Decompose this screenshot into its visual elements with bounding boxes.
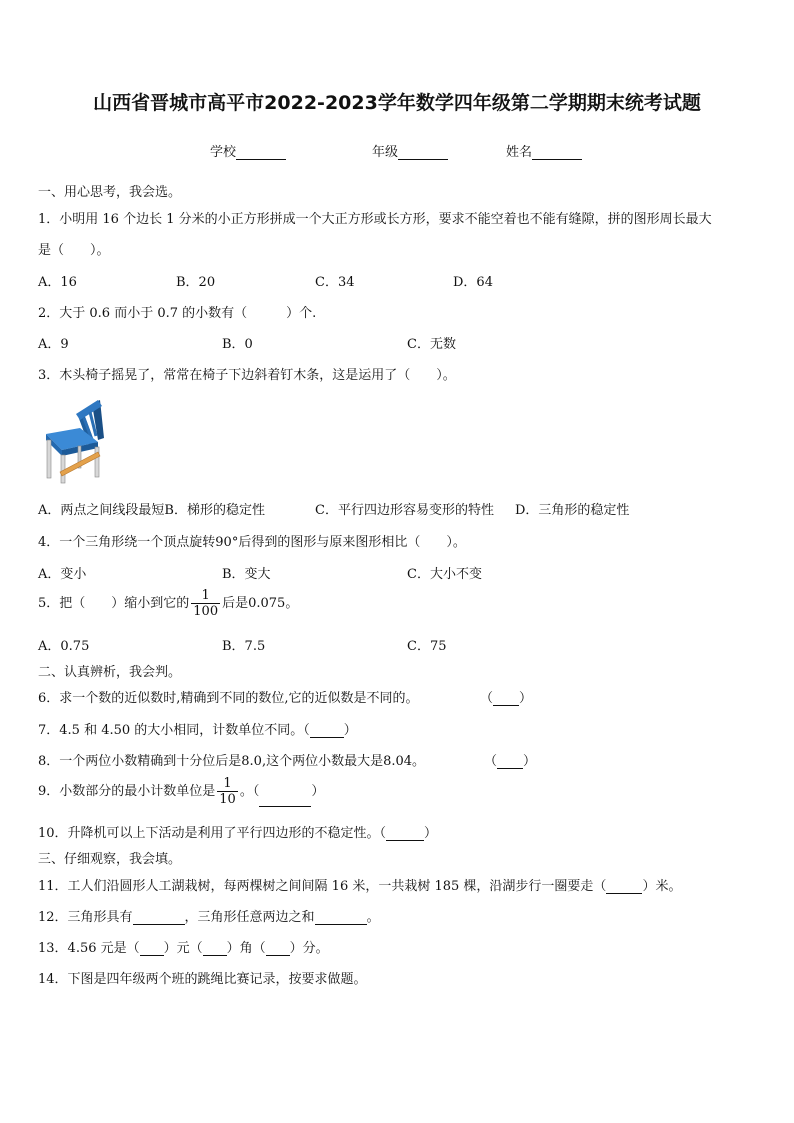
page-title: 山西省晋城市高平市2022-2023学年数学四年级第二学期期末统考试题 (93, 92, 701, 114)
question-10 (38, 822, 437, 841)
q6-answer-bracket[interactable] (480, 687, 532, 706)
q11-text-pre: 11．工人们沿圆形人工湖栽树，每两棵树之间间隔 16 米，一共栽树 185 棵，沿湖步行一圈要走（ (38, 879, 607, 894)
q8-paren-right: ） (523, 754, 537, 769)
q9-text-pre: 9．小数部分的最小计数单位是 (38, 784, 216, 799)
q9-paren-right: ） (311, 784, 325, 799)
question-8: 8．一个两位小数精确到十分位后是8.0,这个两位小数最大是8.04。 (38, 754, 426, 769)
question-1-line2: 是（ ）。 (38, 243, 110, 258)
q3-option-c[interactable]: C．平行四边形容易变形的特性 (315, 503, 494, 518)
question-9 (38, 776, 324, 807)
q6-paren-right: ） (519, 691, 533, 706)
section-heading-1: 一、用心思考，我会选。 (38, 185, 182, 200)
q1-option-a[interactable]: A．16 (38, 275, 77, 290)
question-1-line1: 1．小明用 16 个边长 1 分米的小正方形拼成一个大正方形或长方形，要求不能空着也不能有缝隙，拼的图形周长最大 (38, 212, 712, 227)
q13-fen-blank[interactable] (266, 942, 290, 956)
q12-text-post: 。 (366, 910, 380, 925)
q12-answer-blank-1[interactable] (133, 911, 185, 925)
q5-option-b[interactable]: B．7.5 (222, 639, 266, 654)
grade-field (372, 141, 448, 160)
q2-option-b[interactable]: B．0 (222, 337, 253, 352)
q5-text-pre: 5．把（ ）缩小到它的 (38, 596, 190, 611)
q13-text-3: ）角（ (226, 941, 266, 956)
school-label: 学校 (210, 145, 237, 160)
q5-option-a[interactable]: A．0.75 (38, 639, 90, 654)
q13-yuan-blank[interactable] (140, 942, 164, 956)
q8-paren-left: （ (484, 754, 498, 769)
q3-option-a-b[interactable]: A．两点之间线段最短B．梯形的稳定性 (38, 503, 265, 518)
q5-frac-denominator: 100 (193, 604, 219, 619)
q5-text-post: 后是0.075。 (222, 596, 299, 611)
question-6: 6．求一个数的近似数时,精确到不同的数位,它的近似数是不同的。 (38, 691, 419, 706)
question-13 (38, 937, 329, 956)
q2-option-c[interactable]: C．无数 (407, 337, 456, 352)
q9-text-post: 。（ (239, 784, 260, 799)
q3-option-d[interactable]: D．三角形的稳定性 (515, 503, 630, 518)
q10-answer-blank[interactable] (386, 827, 424, 841)
q1-option-c[interactable]: C．34 (315, 275, 355, 290)
q10-paren-right: ） (424, 826, 438, 841)
q9-frac-denominator: 10 (219, 792, 236, 807)
q11-text-post: ）米。 (642, 879, 682, 894)
q7-text: 7．4.5 和 4.50 的大小相同，计数单位不同。（ (38, 723, 310, 738)
name-label: 姓名 (506, 145, 533, 160)
q1-option-d[interactable]: D．64 (453, 275, 493, 290)
q2-option-a[interactable]: A．9 (38, 337, 69, 352)
q13-text-2: ）元（ (163, 941, 203, 956)
question-11 (38, 875, 681, 894)
name-blank[interactable] (532, 145, 582, 160)
question-12 (38, 906, 380, 925)
q7-answer-blank[interactable] (310, 724, 344, 738)
q5-frac-numerator: 1 (201, 588, 210, 603)
q13-text-4: ）分。 (289, 941, 329, 956)
section-heading-2: 二、认真辨析，我会判。 (38, 665, 182, 680)
q4-option-b[interactable]: B．变大 (222, 567, 271, 582)
chair-image (40, 398, 110, 484)
question-2: 2．大于 0.6 而小于 0.7 的小数有（ ）个. (38, 306, 317, 321)
school-field (210, 141, 286, 160)
q13-jiao-blank[interactable] (203, 942, 227, 956)
q1-option-b[interactable]: B．20 (176, 275, 216, 290)
question-14: 14．下图是四年级两个班的跳绳比赛记录，按要求做题。 (38, 972, 367, 987)
school-blank[interactable] (236, 145, 286, 160)
q12-text-pre: 12．三角形具有 (38, 910, 133, 925)
q6-answer-blank[interactable] (493, 692, 519, 706)
q9-frac-numerator: 1 (223, 776, 232, 791)
q5-fraction (191, 588, 220, 619)
q6-paren-left: （ (480, 691, 494, 706)
name-field (506, 141, 582, 160)
q11-answer-blank[interactable] (606, 880, 642, 894)
q7-paren-right: ） (343, 723, 357, 738)
q8-answer-bracket[interactable] (484, 750, 536, 769)
q5-option-c[interactable]: C．75 (407, 639, 447, 654)
q10-text: 10．升降机可以上下活动是利用了平行四边形的不稳定性。（ (38, 826, 387, 841)
q9-answer-blank[interactable] (259, 793, 311, 807)
question-7 (38, 719, 357, 738)
section-heading-3: 三、仔细观察，我会填。 (38, 852, 182, 867)
grade-blank[interactable] (398, 145, 448, 160)
question-4: 4．一个三角形绕一个顶点旋转90°后得到的图形与原来图形相比（ ）。 (38, 535, 466, 550)
q8-answer-blank[interactable] (497, 755, 523, 769)
q13-text-1: 13．4.56 元是（ (38, 941, 140, 956)
q12-text-mid: ，三角形任意两边之和 (184, 910, 315, 925)
q9-fraction (217, 776, 238, 807)
q4-option-c[interactable]: C．大小不变 (407, 567, 482, 582)
question-5 (38, 588, 298, 619)
q12-answer-blank-2[interactable] (315, 911, 367, 925)
question-3: 3．木头椅子摇晃了，常常在椅子下边斜着钉木条，这是运用了（ ）。 (38, 368, 456, 383)
grade-label: 年级 (372, 145, 399, 160)
q4-option-a[interactable]: A．变小 (38, 567, 87, 582)
